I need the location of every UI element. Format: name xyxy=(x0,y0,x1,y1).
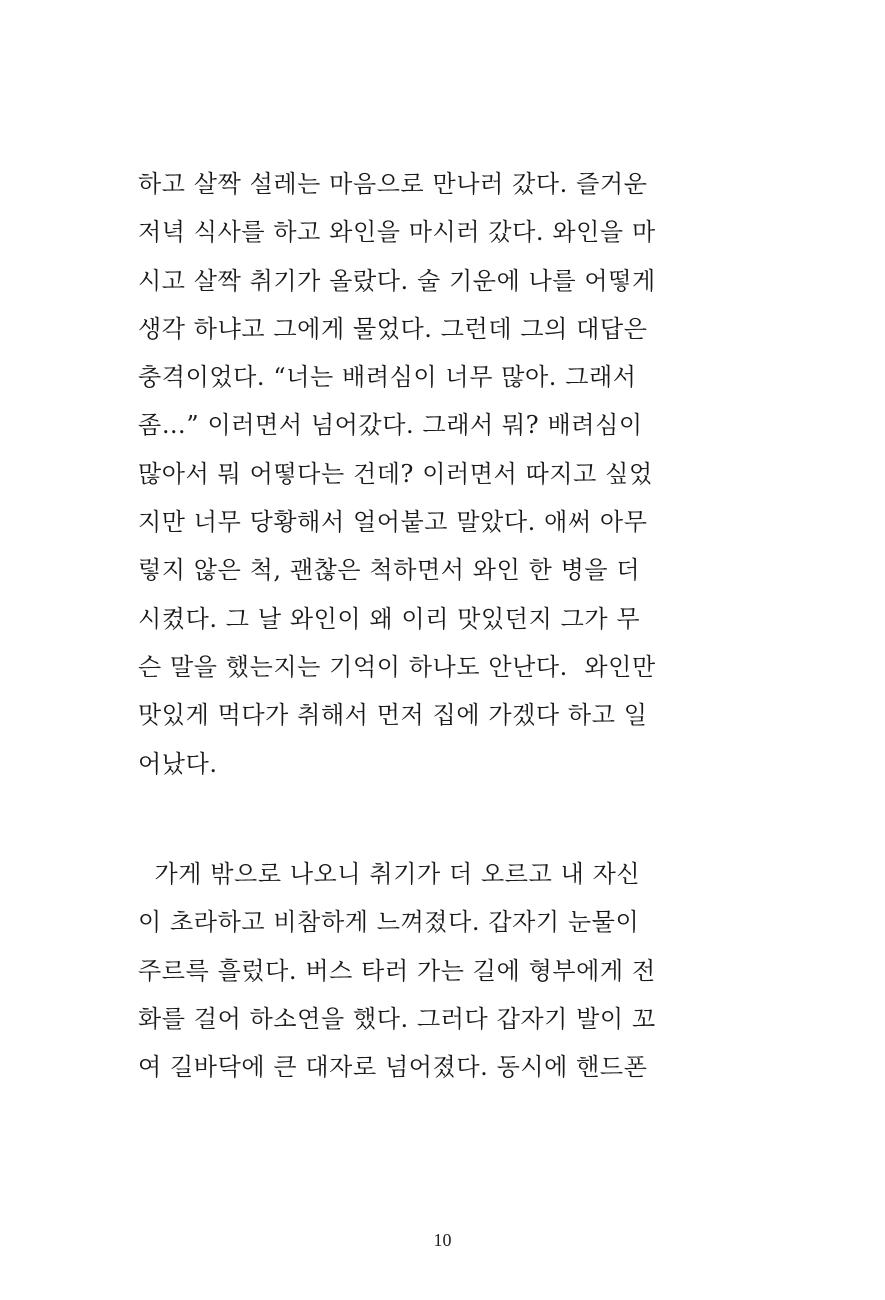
text-line: 저녁 식사를 하고 와인을 마시러 갔다. 와인을 마 xyxy=(138,218,656,247)
text-line: 어났다. xyxy=(138,749,218,778)
text-line: 렇지 않은 척, 괜찮은 척하면서 와인 한 병을 더 xyxy=(138,556,641,585)
text-line: 지만 너무 당황해서 얼어붙고 말았다. 애써 아무 xyxy=(138,508,648,537)
text-line: 시고 살짝 취기가 올랐다. 술 기운에 나를 어떻게 xyxy=(138,266,656,295)
text-line: 가게 밖으로 나오니 취기가 더 오르고 내 자신 xyxy=(138,860,641,888)
text-line: 이 초라하고 비참하게 느껴졌다. 갑자기 눈물이 xyxy=(138,908,640,937)
text-line: 주르륵 흘렀다. 버스 타러 가는 길에 형부에게 전 xyxy=(138,956,656,985)
text-line: 충격이었다. “너는 배려심이 너무 많아. 그래서 xyxy=(138,363,637,392)
paragraph-2 xyxy=(138,850,748,1091)
text-line: 좀…” 이러면서 넘어갔다. 그래서 뭐? 배려심이 xyxy=(138,411,643,440)
text-line: 화를 걸어 하소연을 했다. 그러다 갑자기 발이 꼬 xyxy=(138,1004,656,1033)
text-line: 시켰다. 그 날 와인이 왜 이리 맛있던지 그가 무 xyxy=(138,604,641,633)
paragraph-1 xyxy=(138,160,748,788)
text-line: 생각 하냐고 그에게 물었다. 그런데 그의 대답은 xyxy=(138,314,648,343)
text-line: 슨 말을 했는지는 기억이 하나도 안난다. 와인만 xyxy=(138,652,656,681)
page-number: 10 xyxy=(433,1230,452,1250)
text-line: 하고 살짝 설레는 마음으로 만나러 갔다. 즐거운 xyxy=(138,170,648,198)
text-line: 많아서 뭐 어떻다는 건데? 이러면서 따지고 싶었 xyxy=(138,459,653,488)
text-line: 맛있게 먹다가 취해서 먼저 집에 가겠다 하고 일 xyxy=(138,701,648,730)
text-line: 여 길바닥에 큰 대자로 넘어졌다. 동시에 핸드폰 xyxy=(138,1053,648,1082)
